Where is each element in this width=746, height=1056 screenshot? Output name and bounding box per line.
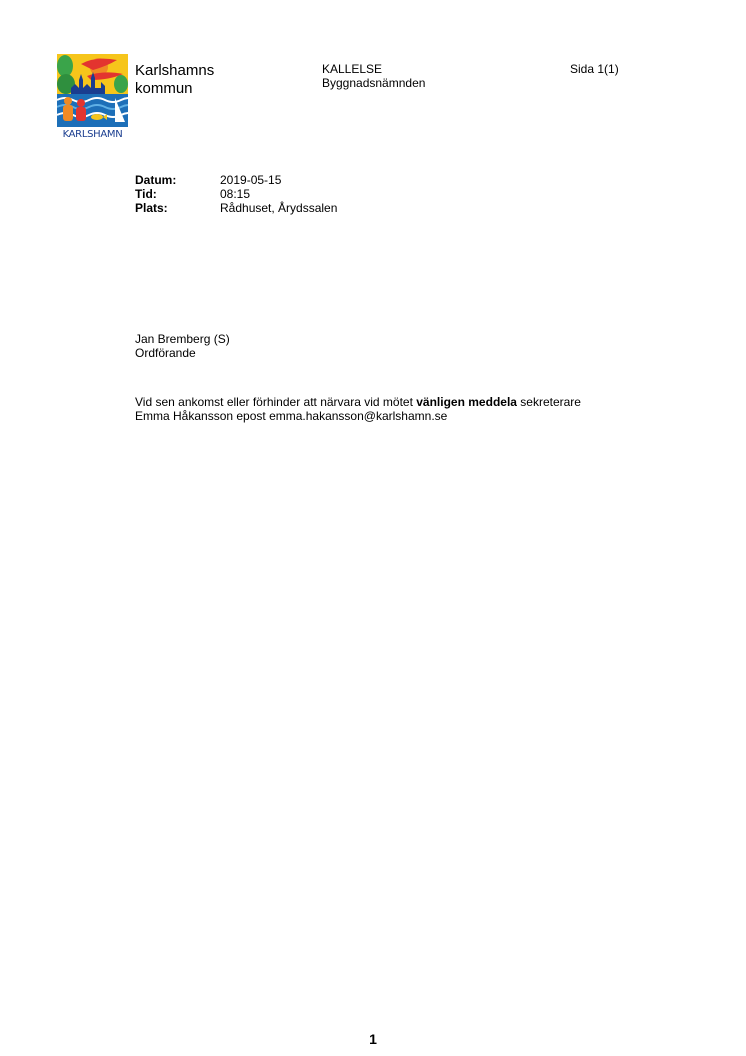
signatory-title: Ordförande [135, 346, 196, 360]
date-value: 2019-05-15 [220, 173, 282, 187]
org-name-line2: kommun [135, 80, 193, 97]
place-label: Plats: [135, 201, 168, 215]
attendance-notice [135, 395, 695, 423]
document-type-block [322, 62, 425, 90]
signatory-name: Jan Bremberg (S) [135, 332, 230, 346]
date-row [135, 173, 337, 187]
notice-line1 [135, 395, 695, 409]
date-label: Datum: [135, 173, 177, 187]
notice-text-after: sekreterare [516, 395, 581, 409]
notice-text-before: Vid sen ankomst eller förhinder att närvara vid mötet [135, 395, 417, 409]
place-row [135, 201, 337, 215]
signatory [135, 332, 230, 360]
notice-bold-text: vänligen meddela [416, 395, 517, 409]
karlshamn-logo [57, 54, 128, 142]
organization-name [135, 62, 214, 98]
org-name-line1: Karlshamns [135, 62, 215, 79]
committee-name: Byggnadsnämnden [322, 76, 426, 90]
time-row [135, 187, 337, 201]
time-value: 08:15 [220, 187, 251, 201]
notice-line2: Emma Håkansson epost emma.hakansson@karlshamn.se [135, 409, 448, 423]
document-type: KALLELSE [322, 62, 383, 76]
footer-page-number: 1 [369, 1031, 377, 1047]
meeting-details [135, 173, 337, 215]
place-value: Rådhuset, Årydssalen [220, 201, 338, 215]
time-label: Tid: [135, 187, 157, 201]
logo-text: KARLSHAMN [62, 129, 123, 140]
page-label: Sida 1(1) [570, 62, 619, 76]
